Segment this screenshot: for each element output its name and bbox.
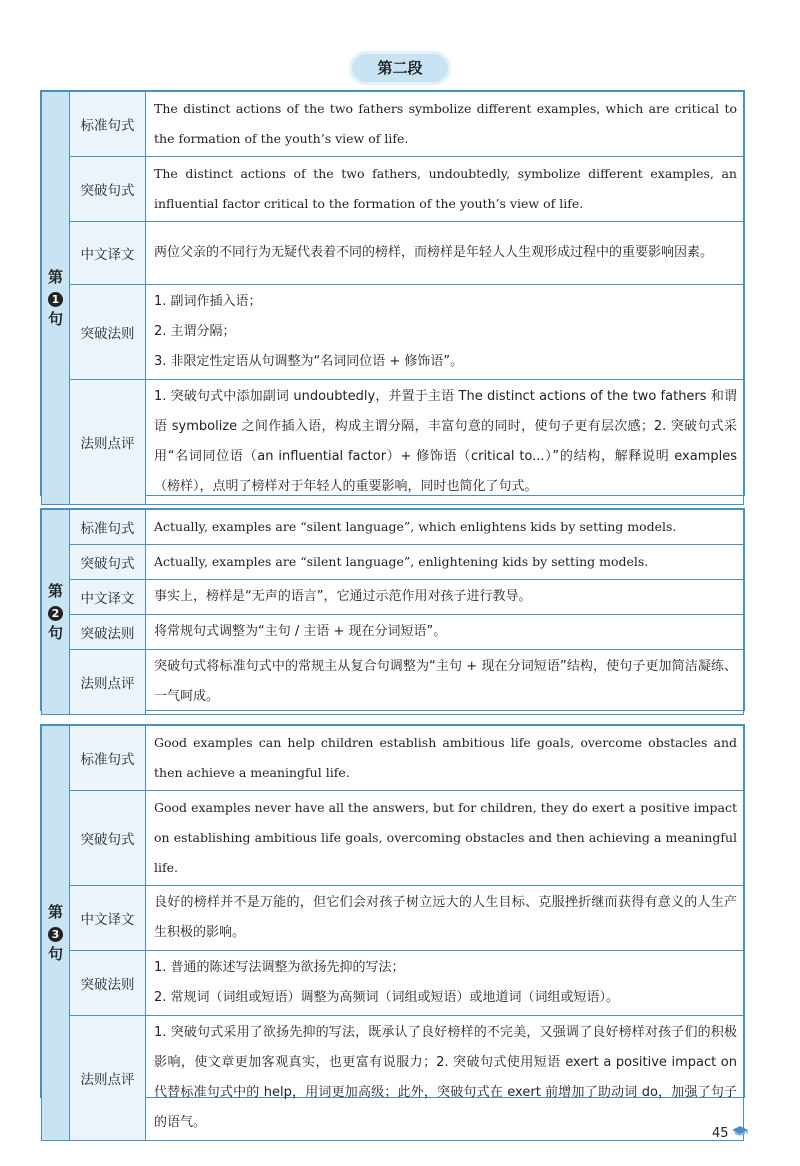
row-label-commentary: 法则点评 bbox=[70, 380, 146, 505]
row-label-translation: 中文译文 bbox=[70, 886, 146, 951]
sentence-block-2 bbox=[40, 508, 745, 711]
sentence-number-badge: 1 bbox=[48, 292, 63, 307]
sentence-index-suffix: 句 bbox=[47, 309, 63, 328]
rule-item: 2. 主谓分隔； bbox=[154, 324, 236, 339]
standard-sentence-text: Good examples can help children establish ambitious life goals, overcome obstacles and then achieve a meaningful life. bbox=[154, 735, 737, 780]
rule-item: 将常规句式调整为“主句 / 主语 + 现在分词短语”。 bbox=[154, 624, 447, 639]
page-number bbox=[712, 1124, 749, 1142]
breakthrough-sentence-text: The distinct actions of the two fathers, undoubtedly, symbolize different examples, an influential factor critical to the formation of the youth’s view of life. bbox=[154, 166, 737, 211]
row-label-rules: 突破法则 bbox=[70, 951, 146, 1016]
sentence-number-badge: 3 bbox=[48, 927, 63, 942]
sentence-index-prefix: 第 bbox=[47, 581, 63, 600]
rule-item: 3. 非限定性定语从句调整为“名词同位语 + 修饰语”。 bbox=[154, 354, 464, 369]
sentence-number-badge: 2 bbox=[48, 606, 63, 621]
row-label-commentary: 法则点评 bbox=[70, 650, 146, 715]
translation-text: 事实上，榜样是“无声的语言”，它通过示范作用对孩子进行教导。 bbox=[154, 589, 532, 604]
standard-sentence-text: Actually, examples are “silent language”, which enlightens kids by setting models. bbox=[154, 519, 677, 534]
sentence-index-suffix: 句 bbox=[47, 944, 63, 963]
graduation-cap-icon bbox=[731, 1125, 749, 1141]
row-label-standard: 标准句式 bbox=[70, 510, 146, 545]
row-label-standard: 标准句式 bbox=[70, 726, 146, 791]
sentence-index-prefix: 第 bbox=[47, 902, 63, 921]
row-label-rules: 突破法则 bbox=[70, 615, 146, 650]
translation-text: 两位父亲的不同行为无疑代表着不同的榜样，而榜样是年轻人人生观形成过程中的重要影响因素。 bbox=[154, 245, 714, 260]
sentence-index-suffix: 句 bbox=[47, 623, 63, 642]
sentence-index-2 bbox=[42, 510, 70, 715]
row-label-translation: 中文译文 bbox=[70, 580, 146, 615]
sentence-index-prefix: 第 bbox=[47, 267, 63, 286]
commentary-text: 1. 突破句式采用了欲扬先抑的写法，既承认了良好榜样的不完美，又强调了良好榜样对孩子们的积极影响，使文章更加客观真实，也更富有说服力；2. 突破句式使用短语 exert a positive impact on 代替标准句式中的 help，用词更加高级；此外，突破句式在 exert 前增加了助动词 do，加强了句子的语气。 bbox=[154, 1025, 737, 1130]
breakthrough-sentence-text: Actually, examples are “silent language”, enlightening kids by setting models. bbox=[154, 554, 649, 569]
standard-sentence-text: The distinct actions of the two fathers symbolize different examples, which are critical to the formation of the youth’s view of life. bbox=[154, 101, 737, 146]
rule-item: 1. 普通的陈述写法调整为欲扬先抑的写法； bbox=[154, 960, 405, 975]
section-title: 第二段 bbox=[352, 54, 448, 82]
row-label-commentary: 法则点评 bbox=[70, 1016, 146, 1141]
sentence-block-1 bbox=[40, 90, 745, 496]
commentary-text: 突破句式将标准句式中的常规主从复合句调整为“主句 + 现在分词短语”结构，使句子更加简洁凝练、一气呵成。 bbox=[154, 659, 737, 704]
commentary-text: 1. 突破句式中添加副词 undoubtedly，并置于主语 The distinct actions of the two fathers 和谓语 symbolize 之间作插入语，构成主谓分隔，丰富句意的同时，使句子更有层次感；2. 突破句式采用“名词同位语（an influential factor）+ 修饰语（critical to...）”的结构，解释说明 examples（榜样），点明了榜样对于年轻人的重要影响，同时也简化了句式。 bbox=[154, 389, 737, 494]
sentence-index-3 bbox=[42, 726, 70, 1141]
sentence-index-1 bbox=[42, 92, 70, 505]
row-label-breakthrough: 突破句式 bbox=[70, 545, 146, 580]
row-label-breakthrough: 突破句式 bbox=[70, 157, 146, 222]
rule-item: 1. 副词作插入语； bbox=[154, 294, 262, 309]
breakthrough-sentence-text: Good examples never have all the answers, but for children, they do exert a positive impact on establishing ambitious life goals, overcoming obstacles and then achieving a meaningful life. bbox=[154, 800, 737, 875]
row-label-translation: 中文译文 bbox=[70, 222, 146, 285]
page-number-text: 45 bbox=[712, 1125, 729, 1141]
rule-item: 2. 常规词（词组或短语）调整为高频词（词组或短语）或地道词（词组或短语）。 bbox=[154, 990, 620, 1005]
translation-text: 良好的榜样并不是万能的，但它们会对孩子树立远大的人生目标、克服挫折继而获得有意义的人生产生积极的影响。 bbox=[154, 895, 737, 940]
row-label-standard: 标准句式 bbox=[70, 92, 146, 157]
row-label-rules: 突破法则 bbox=[70, 285, 146, 380]
row-label-breakthrough: 突破句式 bbox=[70, 791, 146, 886]
sentence-block-3 bbox=[40, 724, 745, 1130]
